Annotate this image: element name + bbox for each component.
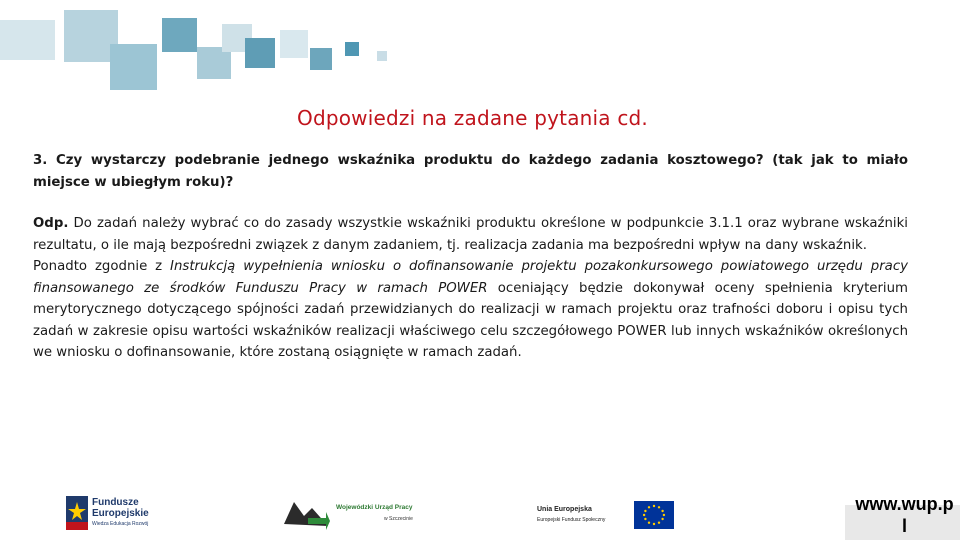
wup-emblem-icon (282, 498, 330, 530)
wup-line1: Wojewódzki Urząd Pracy (336, 504, 413, 511)
answer-text-1: Do zadań należy wybrać co do zasady wszystkie wskaźniki produktu określone w podpunkcie 3.1.1 oraz wybrane wskaźniki rezultatu, o ile mają bezpośredni związek z danym zadaniem, tj. realizacja zadania ma bezpośredni wpływ na dany wskaźnik. (33, 216, 908, 253)
question-text (33, 150, 908, 193)
fundusze-europejskie-logo (66, 496, 176, 532)
answer-paragraph-1 (33, 213, 908, 256)
eu-line2: Europejski Fundusz Społeczny (537, 517, 606, 523)
fe-line1: Fundusze (92, 497, 139, 508)
deco-square (245, 38, 275, 68)
answer-block (33, 213, 908, 364)
eu-logo (537, 500, 677, 532)
answer-paragraph-2 (33, 256, 908, 364)
wup-line2: w Szczecinie (384, 516, 413, 522)
eu-flag-icon (634, 501, 674, 529)
fe-line2: Europejskie (92, 508, 149, 519)
deco-square (0, 20, 55, 60)
deco-square (345, 42, 359, 56)
question-body: 3. Czy wystarczy podebranie jednego wskaźnika produktu do każdego zadania kosztowego? (tak jak to miało miejsce w ubiegłym roku)? (33, 153, 908, 190)
answer-label: Odp. (33, 216, 69, 231)
eu-line1: Unia Europejska (537, 506, 592, 513)
answer-text-2-start: Ponadto zgodnie z (33, 259, 171, 274)
instruction-title: Instrukcją wypełnienia wniosku o dofinansowanie projektu pozakonkursowego powiatowego urzędu pracy finansowanego ze środków Funduszu Pracy w ramach POWER (33, 259, 908, 296)
fe-line3: Wiedza Edukacja Rozwój (92, 521, 149, 527)
deco-square (310, 48, 332, 70)
deco-square (110, 44, 157, 90)
deco-square (377, 51, 387, 61)
slide-title: Odpowiedzi na zadane pytania cd. (297, 106, 648, 130)
fe-star-icon (66, 496, 88, 530)
answer-text-2-end: oceniający będzie dokonywał oceny spełnienia kryterium merytorycznego dotyczącego spójności zadań przewidzianych do realizacji w ramach projektu oraz trafności doboru i opisu tych zadań w zakresie opisu wartości wskaźników realizacji właściwego celu szczegółowego POWER lub innych wskaźników określonych we wniosku o dofinansowanie, które zostaną osiągnięte w ramach zadań. (33, 280, 908, 360)
deco-square (162, 18, 197, 52)
deco-square (280, 30, 308, 58)
website-url[interactable]: www.wup.p l (855, 494, 954, 536)
wup-logo (282, 498, 432, 532)
